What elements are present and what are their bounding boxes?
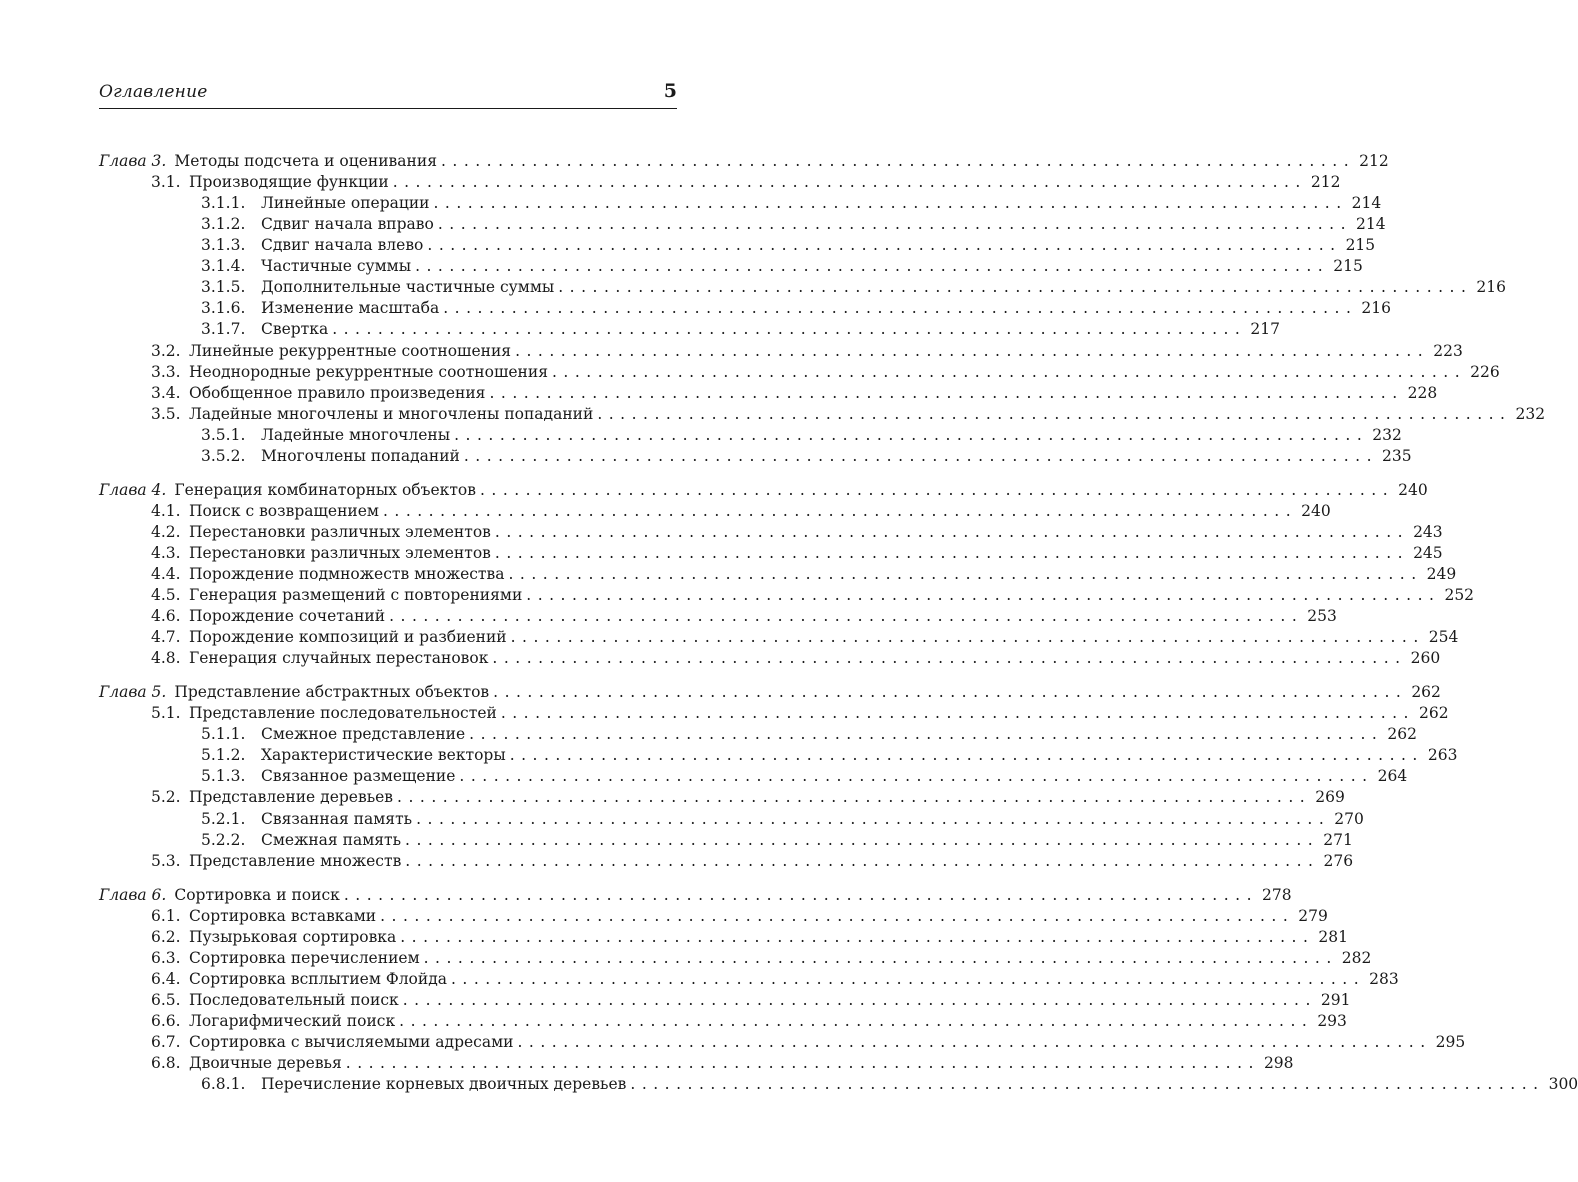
toc-subsection-entry [201,1074,1578,1095]
toc-dot-leader: ................................................................................ [492,649,1407,668]
toc-dot-leader: ................................................................................ [493,683,1408,702]
toc-entry-page: 271 [1323,830,1353,849]
toc-entry-number: 5.3. [151,851,181,870]
toc-entry-number: 3.1.4. [201,257,246,276]
toc-entry-title: Генерация размещений с повторениями [189,586,523,604]
toc-subsection-entry [201,277,1507,298]
toc-section-entry [151,851,1354,872]
toc-entry-title: Смежная память [261,830,402,849]
toc-entry-title: Линейные рекуррентные соотношения [189,341,512,360]
toc-dot-leader: ................................................................................ [526,586,1441,604]
toc-entry-page: 254 [1428,628,1459,647]
toc-dot-leader: ................................................................................ [630,1075,1545,1094]
toc-section-entry [151,948,1372,969]
toc-entry-title: Связанное размещение [261,767,456,786]
toc-entry-title: Порождение композиций и разбиений [189,628,507,647]
running-header [99,80,677,109]
toc-entry-number: 5.2. [151,788,181,807]
toc-entry-title: Перечисление корневых двоичных деревьев [261,1075,627,1094]
toc-section-entry [151,703,1449,724]
toc-entry-title: Связанная память [261,809,413,828]
toc-entry-number: Глава 3. [99,152,167,170]
toc-dot-leader: ................................................................................ [392,173,1307,192]
toc-dot-leader: ................................................................................ [440,152,1356,170]
toc-dot-leader: ................................................................................ [454,425,1369,444]
toc-subsection-entry [201,193,1382,214]
toc-section-entry [151,969,1399,990]
toc-entry-page: 249 [1426,565,1457,583]
toc-subsection-entry [201,766,1408,787]
toc-dot-leader: ................................................................................ [433,194,1348,213]
toc-entry-page: 295 [1435,1033,1466,1051]
toc-entry-page: 228 [1407,383,1438,402]
toc-dot-leader: ................................................................................ [517,1033,1432,1051]
toc-dot-leader: ................................................................................ [423,948,1338,967]
toc-entry-title: Представление множеств [189,851,402,870]
toc-dot-leader: ................................................................................ [405,851,1320,870]
toc-dot-leader: ................................................................................ [469,725,1384,744]
toc-subsection-entry [201,256,1363,277]
toc-entry-page: 212 [1310,173,1341,192]
toc-entry-title: Характеристические векторы [261,746,506,765]
toc-dot-leader: ................................................................................ [515,341,1430,360]
toc-entry-number: 6.3. [151,948,181,967]
toc-entry-title: Частичные суммы [261,257,412,276]
toc-entry-title: Перестановки различных элементов [189,522,491,541]
toc-section-entry [151,501,1331,522]
toc-entry-title: Порождение подмножеств множества [189,565,505,583]
toc-entry-page: 264 [1377,767,1408,786]
toc-entry-title: Производящие функции [189,173,389,192]
toc-entry-page: 298 [1263,1054,1294,1072]
toc-entry-title: Представление абстрактных объектов [174,683,490,702]
toc-entry-title: Ладейные многочлены [261,425,451,444]
toc-entry-page: 223 [1433,341,1463,360]
toc-entry-title: Двоичные деревья [189,1054,342,1072]
toc-chapter-entry [99,480,1428,501]
toc-entry-page: 232 [1515,404,1546,423]
toc-entry-number: 3.1.1. [201,194,246,213]
toc-section-entry [151,648,1441,669]
toc-dot-leader: ................................................................................ [552,362,1467,381]
toc-entry-page: 283 [1369,969,1399,988]
toc-entry-number: 5.1. [151,704,181,723]
toc-section-entry [151,172,1341,193]
toc-entry-title: Дополнительные частичные суммы [261,278,555,297]
toc-entry-number: 3.1.6. [201,299,246,318]
toc-entry-title: Перестановки различных элементов [189,543,491,562]
toc-entry-page: 215 [1333,257,1363,276]
toc-entry-title: Сортировка перечислением [189,948,420,967]
toc-entry-number: Глава 4. [99,480,167,499]
toc-entry-page: 260 [1410,649,1441,668]
toc-entry-title: Последовательный поиск [189,990,399,1009]
toc-entry-title: Сдвиг начала влево [261,236,424,255]
toc-section-entry [151,404,1546,425]
toc-entry-number: Глава 5. [99,683,167,702]
toc-entry-number: 4.2. [151,522,181,541]
toc-section-entry [151,543,1443,564]
toc-entry-page: 291 [1320,990,1351,1009]
toc-dot-leader: ................................................................................ [332,320,1247,339]
toc-entry-page: 262 [1387,725,1417,744]
toc-entry-number: 6.1. [151,906,181,925]
toc-dot-leader: ................................................................................ [380,906,1295,925]
toc-entry-number: Глава 6. [99,885,167,904]
toc-entry-number: 3.5.2. [201,446,246,465]
toc-entry-page: 216 [1476,278,1507,297]
toc-dot-leader: ................................................................................ [508,565,1423,583]
toc-entry-title: Обобщенное правило произведения [189,383,486,402]
toc-entry-page: 212 [1359,152,1389,170]
toc-entry-number: 6.8. [151,1054,181,1072]
toc-entry-number: 4.5. [151,586,181,604]
toc-entry-title: Смежное представление [261,725,466,744]
toc-subsection-entry [201,298,1392,319]
toc-section-entry [151,906,1328,927]
toc-entry-title: Генерация случайных перестановок [189,649,489,668]
toc-entry-page: 276 [1323,851,1354,870]
toc-entry-page: 279 [1298,906,1328,925]
toc-section-entry [151,1053,1294,1074]
toc-entry-number: 6.6. [151,1011,181,1030]
toc-entry-page: 217 [1250,320,1280,339]
toc-entry-number: 4.1. [151,501,181,520]
toc-entry-number: 4.3. [151,543,181,562]
toc-subsection-entry [201,724,1417,745]
toc-section-entry [151,341,1463,362]
toc-entry-page: 293 [1317,1011,1347,1030]
toc-entry-number: 5.1.1. [201,725,246,744]
toc-entry-page: 270 [1334,809,1364,828]
toc-entry-title: Сортировка и поиск [174,885,340,904]
toc-section-entry [151,627,1459,648]
toc-entry-page: 216 [1361,299,1392,318]
toc-subsection-entry [201,809,1364,830]
toc-entry-number: 3.5.1. [201,425,246,444]
toc-dot-leader: ................................................................................ [494,522,1410,541]
toc-entry-number: 4.7. [151,628,181,647]
toc-subsection-entry [201,425,1402,446]
toc-entry-number: 3.1.2. [201,215,246,234]
toc-entry-title: Сортировка с вычисляемыми адресами [189,1033,514,1051]
toc-entry-page: 300 [1548,1075,1578,1094]
toc-subsection-entry [201,214,1386,235]
toc-entry-number: 5.1.3. [201,767,246,786]
toc-entry-title: Поиск с возвращением [189,501,379,520]
toc-entry-page: 263 [1427,746,1458,765]
toc-dot-leader: ................................................................................ [400,927,1315,946]
toc-entry-title: Порождение сочетаний [189,607,386,625]
toc-entry-title: Логарифмический поиск [189,1011,396,1030]
toc-subsection-entry [201,830,1353,851]
toc-entry-title: Многочлены попаданий [261,446,460,465]
toc-dot-leader: ................................................................................ [402,990,1317,1009]
toc-section-entry [151,383,1438,404]
toc-entry-title: Ладейные многочлены и многочлены попаданий [189,404,594,423]
toc-entry-title: Пузырьковая сортировка [189,927,397,946]
toc-entry-number: 6.7. [151,1033,181,1051]
toc-dot-leader: ................................................................................ [416,809,1331,828]
toc-entry-title: Изменение масштаба [261,299,440,318]
toc-entry-page: 262 [1419,704,1449,723]
toc-chapter-entry [99,151,1389,172]
page-number: 5 [663,80,677,102]
toc-entry-number: 5.1.2. [201,746,246,765]
toc-dot-leader: ................................................................................ [382,501,1298,520]
toc-entry-number: 3.5. [151,404,181,423]
toc-entry-page: 214 [1351,194,1382,213]
toc-entry-number: 4.4. [151,565,181,583]
toc-section-entry [151,564,1457,585]
toc-section-entry [151,927,1348,948]
toc-entry-number: 3.2. [151,341,181,360]
toc-entry-number: 3.4. [151,383,181,402]
toc-entry-title: Сдвиг начала вправо [261,215,434,234]
toc-entry-number: 6.5. [151,990,181,1009]
toc-entry-title: Свертка [261,320,329,339]
toc-dot-leader: ................................................................................ [510,628,1425,647]
toc-chapter-entry [99,682,1441,703]
toc-dot-leader: ................................................................................ [489,383,1404,402]
toc-entry-number: 6.4. [151,969,181,988]
toc-entry-title: Сортировка вставками [189,906,377,925]
toc-dot-leader: ................................................................................ [459,767,1374,786]
toc-section-entry [151,522,1443,543]
toc-dot-leader: ................................................................................ [345,1054,1260,1072]
toc-dot-leader: ................................................................................ [397,788,1312,807]
toc-entry-number: 3.1.3. [201,236,246,255]
toc-subsection-entry [201,235,1376,256]
toc-dot-leader: ................................................................................ [494,543,1410,562]
toc-entry-title: Представление деревьев [189,788,394,807]
toc-subsection-entry [201,319,1280,340]
toc-entry-title: Представление последовательностей [189,704,497,723]
toc-entry-number: 3.1. [151,173,181,192]
toc-section-entry [151,990,1351,1011]
toc-section-entry [151,1032,1466,1053]
toc-entry-title: Методы подсчета и оценивания [174,152,437,170]
toc-section-entry [151,362,1500,383]
toc-entry-page: 253 [1307,607,1337,625]
toc-section-entry [151,606,1337,627]
toc-subsection-entry [201,446,1412,467]
toc-dot-leader: ................................................................................ [463,446,1379,465]
toc-entry-page: 243 [1413,522,1443,541]
toc-entry-page: 214 [1356,215,1386,234]
toc-entry-page: 215 [1345,236,1376,255]
toc-entry-number: 4.6. [151,607,181,625]
toc-entry-page: 282 [1341,948,1372,967]
toc-entry-title: Линейные операции [261,194,430,213]
toc-entry-page: 262 [1411,683,1441,702]
toc-dot-leader: ................................................................................ [405,830,1320,849]
toc-dot-leader: ................................................................................ [437,215,1353,234]
toc-chapter-entry [99,885,1292,906]
toc-dot-leader: ................................................................................ [389,607,1304,625]
toc-dot-leader: ................................................................................ [500,704,1415,723]
toc-section-entry [151,585,1475,606]
toc-entry-number: 3.1.7. [201,320,246,339]
toc-entry-page: 252 [1444,586,1475,604]
toc-entry-number: 6.2. [151,927,181,946]
toc-section-entry [151,787,1345,808]
running-header-title: Оглавление [99,82,208,102]
toc-entry-title: Генерация комбинаторных объектов [174,480,476,499]
toc-subsection-entry [201,745,1458,766]
toc-dot-leader: ................................................................................ [427,236,1342,255]
toc-entry-page: 269 [1315,788,1345,807]
toc-entry-number: 3.3. [151,362,181,381]
toc-dot-leader: ................................................................................ [415,257,1330,276]
toc-dot-leader: ................................................................................ [597,404,1512,423]
toc-entry-page: 240 [1301,501,1331,520]
toc-entry-page: 232 [1372,425,1402,444]
toc-dot-leader: ................................................................................ [343,885,1259,904]
toc-entry-page: 235 [1382,446,1412,465]
toc-entry-page: 281 [1318,927,1348,946]
toc-entry-number: 5.2.2. [201,830,246,849]
toc-dot-leader: ................................................................................ [509,746,1424,765]
toc-dot-leader: ................................................................................ [443,299,1358,318]
toc-entry-number: 6.8.1. [201,1075,246,1094]
toc-entry-number: 3.1.5. [201,278,246,297]
toc-entry-page: 245 [1413,543,1443,562]
toc-section-entry [151,1011,1347,1032]
toc-dot-leader: ................................................................................ [479,480,1395,499]
toc-entry-number: 5.2.1. [201,809,246,828]
toc-entry-number: 4.8. [151,649,181,668]
toc-dot-leader: ................................................................................ [451,969,1366,988]
toc-entry-page: 226 [1470,362,1500,381]
toc-entry-title: Сортировка всплытием Флойда [189,969,447,988]
toc-entry-page: 240 [1398,480,1428,499]
toc-dot-leader: ................................................................................ [558,278,1473,297]
toc-entry-title: Неоднородные рекуррентные соотношения [189,362,548,381]
toc-entry-page: 278 [1262,885,1292,904]
toc-dot-leader: ................................................................................ [399,1011,1314,1030]
